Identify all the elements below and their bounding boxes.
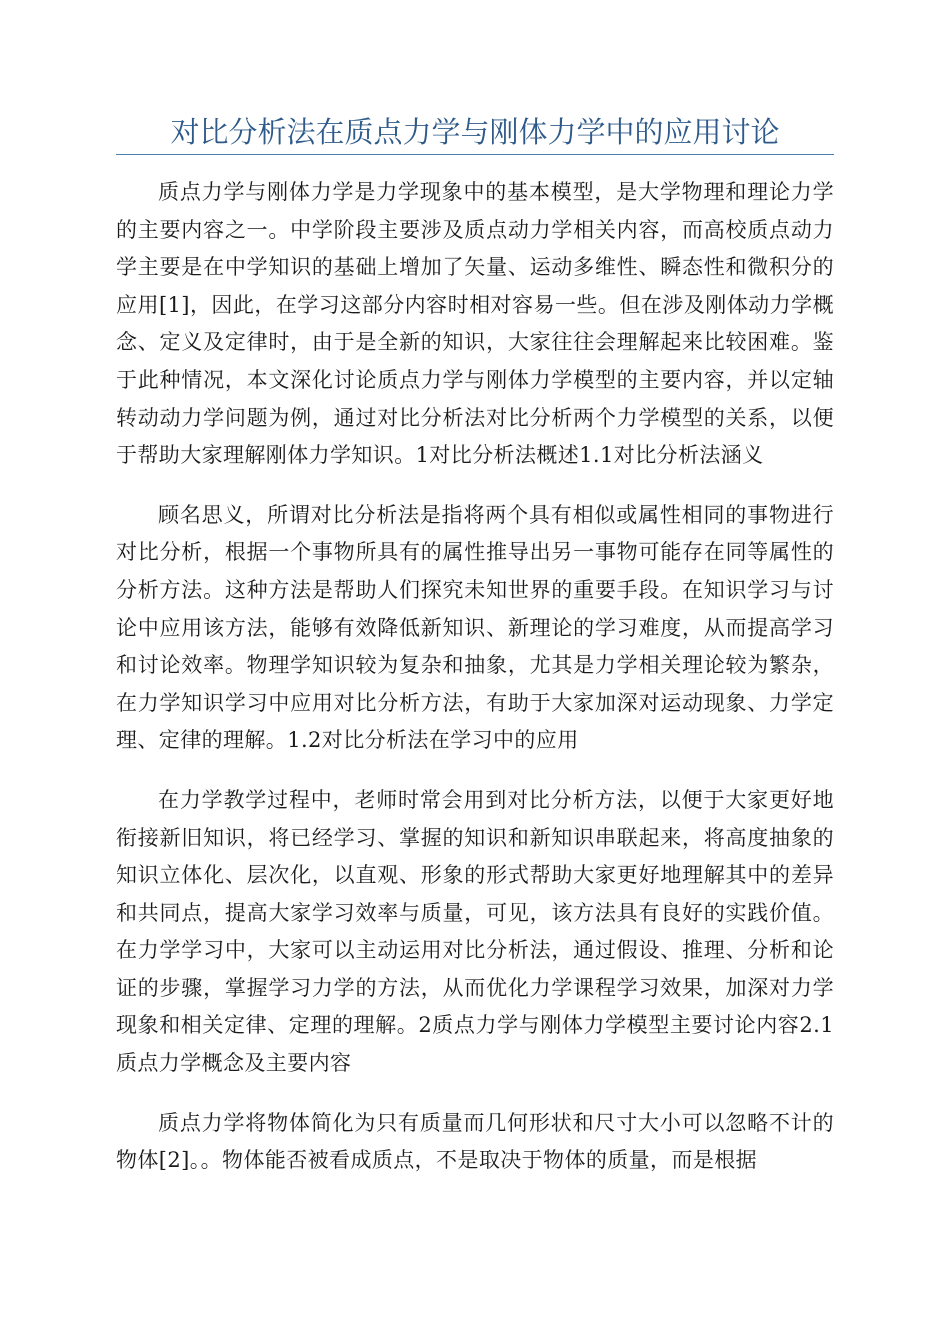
paragraph-4: 质点力学将物体简化为只有质量而几何形状和尺寸大小可以忽略不计的物体[2]。。物体能否被看成质点，不是取决于物体的质量，而是根据 [116,1110,834,1173]
paragraph-2: 顾名思义，所谓对比分析法是指将两个具有相似或属性相同的事物进行对比分析，根据一个事物所具有的属性推导出另一事物可能存在同等属性的分析方法。这种方法是帮助人们探究未知世界的重要手段。在知识学习与讨论中应用该方法，能够有效降低新知识、新理论的学习难度，从而提高学习和讨论效率。物理学知识较为复杂和抽象，尤其是力学相关理论较为繁杂，在力学知识学习中应用对比分析方法，有助于大家加深对运动现象、力学定理、定律的理解。1.2对比分析法在学习中的应用 [116,502,834,753]
title-underline [116,154,834,155]
paragraph-3: 在力学教学过程中，老师时常会用到对比分析方法，以便于大家更好地衔接新旧知识，将已经学习、掌握的知识和新知识串联起来，将高度抽象的知识立体化、层次化，以直观、形象的形式帮助大家更好地理解其中的差异和共同点，提高大家学习效率与质量，可见，该方法具有良好的实践价值。在力学学习中，大家可以主动运用对比分析法，通过假设、推理、分析和论证的步骤，掌握学习力学的方法，从而优化力学课程学习效果，加深对力学现象和相关定律、定理的理解。2质点力学与刚体力学模型主要讨论内容2.1质点力学概念及主要内容 [116,787,834,1076]
paragraph-1: 质点力学与刚体力学是力学现象中的基本模型，是大学物理和理论力学的主要内容之一。中学阶段主要涉及质点动力学相关内容，而高校质点动力学主要是在中学知识的基础上增加了矢量、运动多维性、瞬态性和微积分的应用[1]，因此，在学习这部分内容时相对容易一些。但在涉及刚体动力学概念、定义及定律时，由于是全新的知识，大家往往会理解起来比较困难。鉴于此种情况，本文深化讨论质点力学与刚体力学模型的主要内容，并以定轴转动动力学问题为例，通过对比分析法对比分析两个力学模型的关系，以便于帮助大家理解刚体力学知识。1对比分析法概述1.1对比分析法涵义 [116,180,834,468]
document-body [116,174,834,1180]
document-title: 对比分析法在质点力学与刚体力学中的应用讨论 [170,115,780,149]
